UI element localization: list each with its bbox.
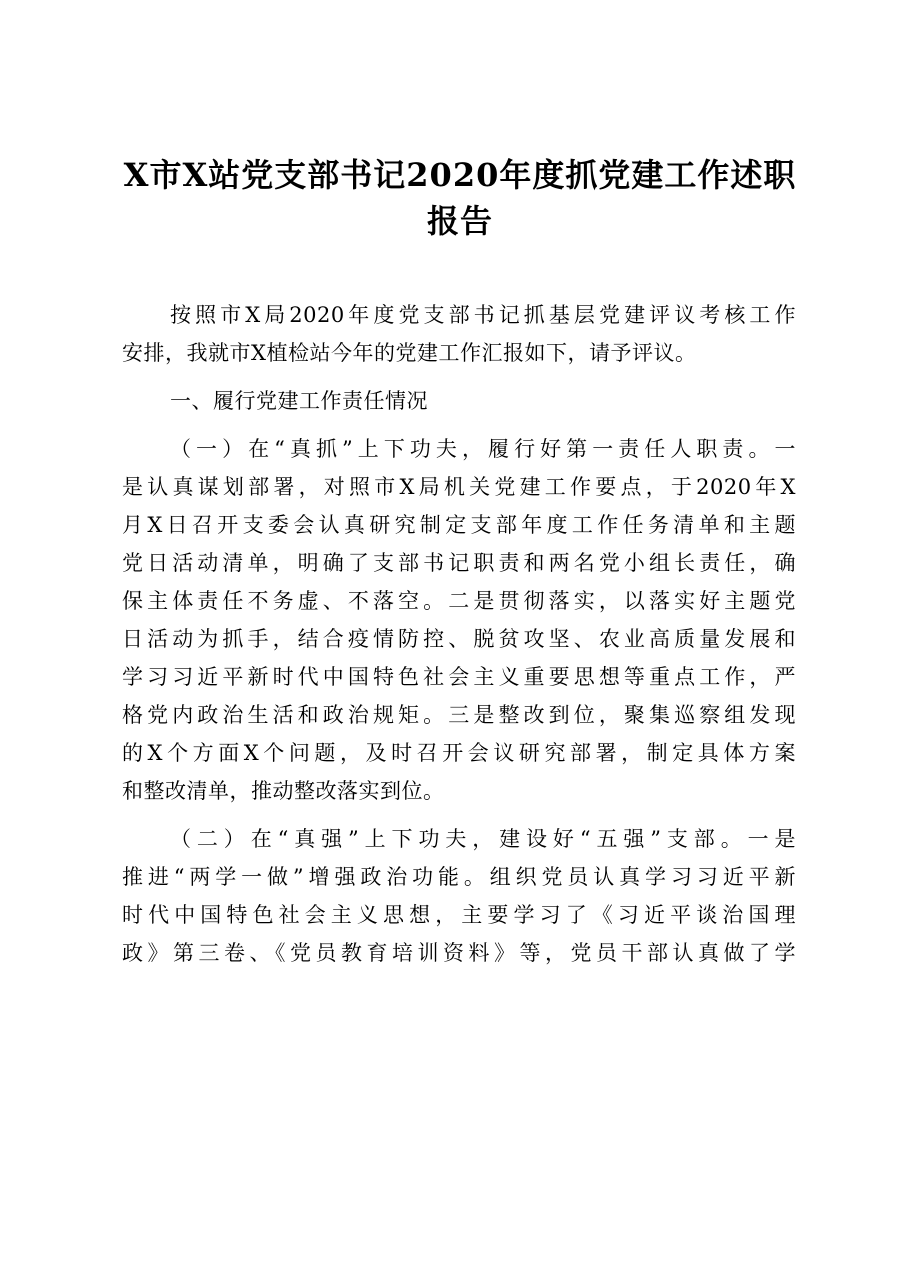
paragraph-line: 日活动为抓手，结合疫情防控、脱贫攻坚、农业高质量发展和 — [122, 627, 796, 651]
paragraph-line: 是认真谋划部署，对照市X局机关党建工作要点，于2020年X — [122, 475, 796, 499]
paragraph-subsection-2 — [122, 820, 796, 972]
paragraph-line: 党日活动清单，明确了支部书记职责和两名党小组长责任，确 — [122, 551, 796, 575]
paragraph-line: 推进“两学一做”增强政治功能。组织党员认真学习习近平新 — [122, 865, 796, 889]
title-line: X市X站党支部书记2020年度抓党建工作述职 — [123, 156, 797, 194]
paragraph-line: 保主体责任不务虚、不落空。二是贯彻落实，以落实好主题党 — [122, 589, 796, 613]
paragraph-subsection-1 — [122, 430, 796, 810]
paragraph-line: 月X日召开支委会认真研究制定支部年度工作任务清单和主题 — [122, 513, 796, 537]
section-heading — [122, 382, 796, 420]
document-title — [110, 152, 810, 244]
title-line: 报告 — [426, 202, 493, 240]
paragraph-line: 一、履行党建工作责任情况 — [170, 389, 428, 413]
paragraph-line: 时代中国特色社会主义思想，主要学习了《习近平谈治国理 — [122, 903, 796, 927]
paragraph-line: 政》第三卷、《党员教育培训资料》等，党员干部认真做了学 — [122, 941, 796, 965]
paragraph-line: （一）在“真抓”上下功夫，履行好第一责任人职责。一 — [170, 437, 796, 461]
paragraph-line: （二）在“真强”上下功夫，建设好“五强”支部。一是 — [170, 827, 796, 851]
paragraph-line: 学习习近平新时代中国特色社会主义重要思想等重点工作，严 — [122, 665, 796, 689]
document-body — [122, 296, 796, 982]
paragraph-line: 格党内政治生活和政治规矩。三是整改到位，聚集巡察组发现 — [122, 703, 796, 727]
paragraph-intro — [122, 296, 796, 372]
paragraph-line: 的X个方面X个问题，及时召开会议研究部署，制定具体方案 — [122, 741, 796, 765]
paragraph-line: 和整改清单，推动整改落实到位。 — [122, 779, 445, 803]
paragraph-line: 安排，我就市X植检站今年的党建工作汇报如下，请予评议。 — [122, 341, 697, 365]
paragraph-line: 按照市X局2020年度党支部书记抓基层党建评议考核工作 — [170, 303, 796, 327]
